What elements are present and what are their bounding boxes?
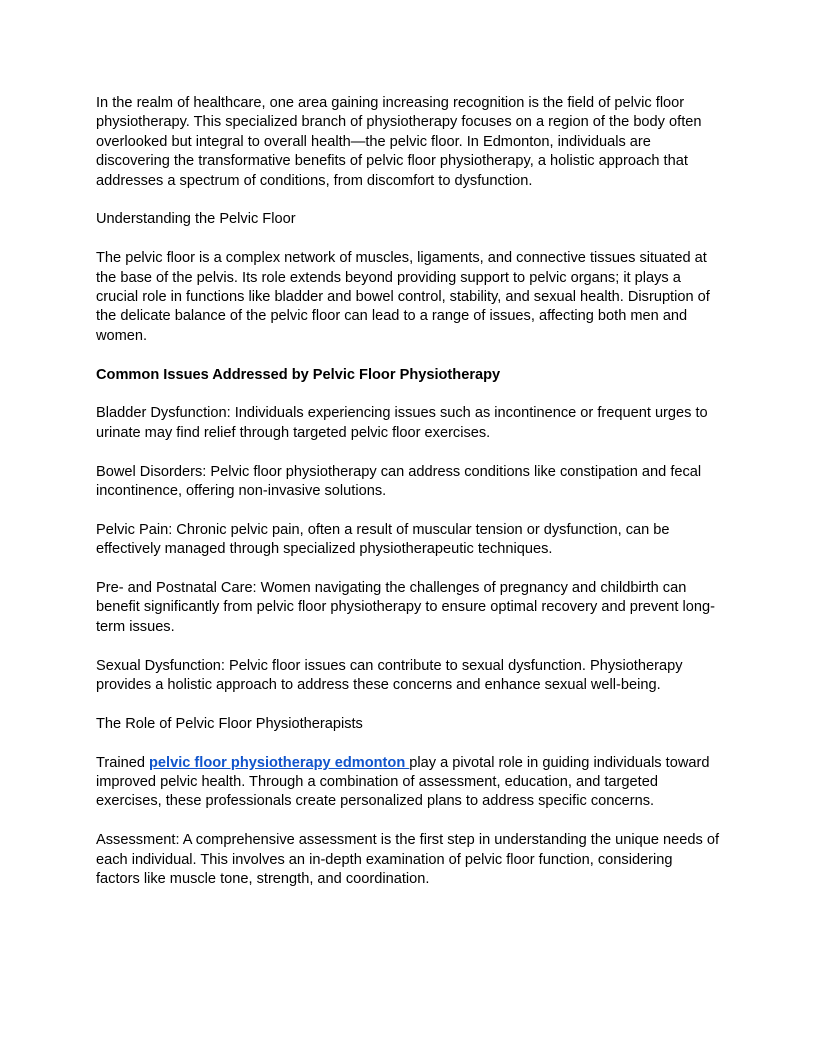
trained-paragraph (96, 754, 720, 812)
natal-care-paragraph: Pre- and Postnatal Care: Women navigating the challenges of pregnancy and childbirth can benefit significantly from pelvic floor physiotherapy to ensure optimal recovery and prevent long-term issues. (96, 580, 715, 635)
intro-paragraph: In the realm of healthcare, one area gaining increasing recognition is the field of pelvic floor physiotherapy. This specialized branch of physiotherapy focuses on a region of the body often overlooked but integral to overall health—the pelvic floor. In Edmonton, individuals are discovering the transformative benefits of pelvic floor physiotherapy, a holistic approach that addresses a spectrum of conditions, from discomfort to dysfunction. (96, 95, 702, 189)
document-body (96, 94, 720, 909)
trained-text-before: Trained (96, 754, 149, 771)
assessment-paragraph: Assessment: A comprehensive assessment is the first step in understanding the unique needs of each individual. This involves an in-depth examination of pelvic floor function, considering factors like muscle tone, strength, and coordination. (96, 832, 720, 888)
bladder-paragraph: Bladder Dysfunction: Individuals experiencing issues such as incontinence or frequent urges to urinate may find relief through targeted pelvic floor exercises. (96, 405, 708, 441)
section-heading-common-issues: Common Issues Addressed by Pelvic Floor Physiotherapy (96, 366, 501, 383)
trained-text-after: play a pivotal role in guiding individuals toward improved pelvic health. Through a combination of assessment, education, and targeted exercises, these professionals create personalized plans to address specific concerns. (96, 754, 710, 810)
pelvic-pain-paragraph: Pelvic Pain: Chronic pelvic pain, often a result of muscular tension or dysfunction, can be effectively managed through specialized physiotherapeutic techniques. (96, 521, 670, 558)
sexual-dysfunction-paragraph: Sexual Dysfunction: Pelvic floor issues can contribute to sexual dysfunction. Physiotherapy provides a holistic approach to address these concerns and enhance sexual well-being. (96, 657, 683, 694)
physiotherapy-edmonton-link[interactable]: pelvic floor physiotherapy edmonton (149, 754, 410, 771)
section-heading-role: The Role of Pelvic Floor Physiotherapists (96, 715, 363, 732)
pelvic-floor-paragraph: The pelvic floor is a complex network of muscles, ligaments, and connective tissues situated at the base of the pelvis. Its role extends beyond providing support to pelvic organs; it plays a crucial role in functions like bladder and bowel control, stability, and sexual health. Disruption of the delicate balance of the pelvic floor can lead to a range of issues, affecting both men and women. (96, 250, 710, 344)
bowel-paragraph: Bowel Disorders: Pelvic floor physiotherapy can address conditions like constipation and fecal incontinence, offering non-invasive solutions. (96, 463, 702, 500)
section-heading-understanding: Understanding the Pelvic Floor (96, 211, 296, 228)
